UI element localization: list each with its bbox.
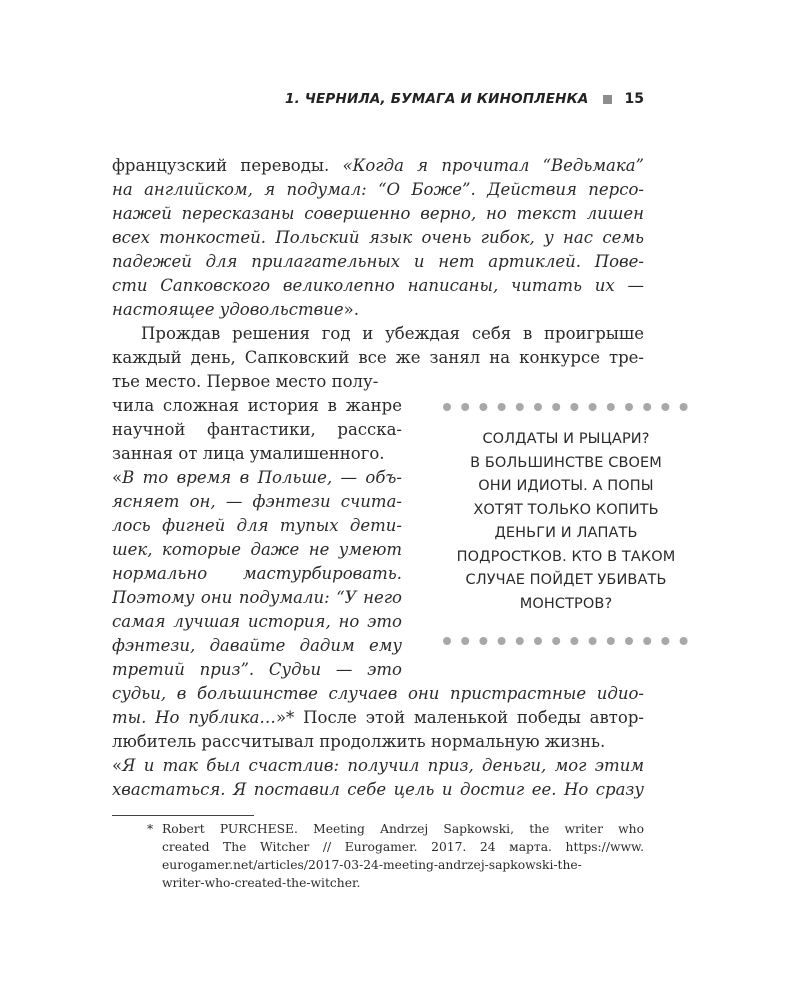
italic-text-run: «Когда я прочитал “Ведьмака” [342, 156, 644, 175]
pull-quote-bottom-dots [442, 636, 690, 646]
italic-text-run: лось фигней для тупых дети- [112, 516, 402, 535]
body-line [112, 202, 644, 226]
italic-text-run: на английском, я подумал: “О Боже”. Действия персо- [112, 180, 644, 199]
body-line [112, 538, 402, 562]
dot-icon [680, 403, 688, 411]
pull-quote-line: ПОДРОСТКОВ. КТО В ТАКОМ [456, 548, 676, 565]
body-line [112, 298, 644, 322]
pull-quote-line: ХОТЯТ ТОЛЬКО КОПИТЬ [473, 501, 659, 518]
dot-icon [607, 403, 615, 411]
body-line [112, 586, 402, 610]
body-line [112, 418, 402, 442]
italic-text-run: ясняет он, — фэнтези счита- [112, 492, 402, 511]
dot-icon [498, 637, 506, 645]
italic-text-run: В то время в Польше, — объ- [122, 468, 402, 487]
text-run: занная от лица умалишенного. [112, 444, 385, 463]
body-line [112, 370, 402, 394]
pull-quote [442, 402, 690, 646]
italic-text-run: судьи, в большинстве случаев они пристрастные идио- [112, 684, 644, 703]
body-line [112, 730, 644, 754]
text-run: тье место. Первое место полу- [112, 372, 379, 391]
dot-icon [443, 637, 451, 645]
body-line [141, 322, 644, 346]
pull-quote-line: ОНИ ИДИОТЫ. А ПОПЫ [478, 478, 654, 494]
body-line [112, 658, 402, 682]
italic-text-run: падежей для прилагательных и нет артиклей. Пове- [112, 252, 644, 271]
pull-quote-text [442, 428, 690, 616]
dot-icon [589, 637, 597, 645]
dot-icon [680, 637, 688, 645]
text-run: ». [343, 300, 359, 319]
page-number: 15 [624, 91, 644, 107]
dot-icon [461, 637, 469, 645]
body-line [112, 154, 644, 178]
text-run: научной фантастики, расска- [112, 420, 402, 439]
pull-quote-line: СОЛДАТЫ И РЫЦАРИ? [482, 431, 650, 447]
dot-icon [661, 637, 669, 645]
dot-icon [625, 637, 633, 645]
dot-icon [643, 403, 651, 411]
pull-quote-line: МОНСТРОВ? [519, 595, 613, 612]
body-line [112, 490, 402, 514]
body-line [112, 226, 644, 250]
body-line [112, 274, 644, 298]
dot-icon [516, 403, 524, 411]
header-square-separator [603, 95, 612, 104]
pull-quote-line: СЛУЧАЕ ПОЙДЕТ УБИВАТЬ [465, 572, 667, 588]
dot-icon [534, 637, 542, 645]
body-line [112, 682, 644, 706]
dot-icon [461, 403, 469, 411]
text-run: « [112, 756, 123, 775]
body-line [112, 706, 644, 730]
footnote-line: eurogamer.net/articles/2017-03-24-meeting-andrzej-sapkowski-the- [162, 858, 582, 872]
italic-text-run: шек, которые даже не умеют [112, 540, 402, 559]
italic-text-run: Поэтому они подумали: “У него [112, 588, 402, 607]
dot-icon [498, 403, 506, 411]
footnote-line: writer-who-created-the-witcher. [162, 876, 361, 890]
dot-icon [443, 403, 451, 411]
dot-icon [589, 403, 597, 411]
text-run: каждый день, Сапковский все же занял на конкурсе тре- [112, 348, 644, 367]
italic-text-run: всех тонкостей. Польский язык очень гибок, у нас семь [112, 228, 644, 247]
body-line [112, 610, 402, 634]
italic-text-run: ты. Но публика… [112, 708, 276, 727]
italic-text-run: сти Сапковского великолепно написаны, читать их — [112, 276, 644, 295]
text-run: любитель рассчитывал продолжить нормальную жизнь. [112, 732, 606, 751]
dot-icon [570, 637, 578, 645]
text-run: Прождав решения год и убеждая себя в проигрыше [141, 324, 644, 343]
italic-text-run: фэнтези, давайте дадим ему [112, 636, 402, 655]
dot-icon [552, 637, 560, 645]
body-line [112, 514, 402, 538]
body-line [112, 394, 402, 418]
dot-icon [552, 403, 560, 411]
body-line [112, 250, 644, 274]
running-header [285, 91, 644, 107]
text-run: чила сложная история в жанре [112, 396, 402, 415]
body-line [112, 562, 402, 586]
dot-icon [516, 637, 524, 645]
italic-text-run: Я и так был счастлив: получил приз, деньги, мог этим [122, 756, 644, 775]
body-line [112, 466, 402, 490]
italic-text-run: хвастаться. Я поставил себе цель и достиг ее. Но сразу [112, 780, 644, 799]
dot-icon [607, 637, 615, 645]
italic-text-run: самая лучшая история, но это [112, 612, 402, 631]
footnote-line: Robert PURCHESE. Meeting Andrzej Sapkowski, the writer who [162, 822, 644, 836]
italic-text-run: нормально мастурбировать. [112, 564, 402, 583]
body-line [112, 778, 644, 802]
italic-text-run: третий приз”. Судьи — это [112, 660, 402, 679]
italic-text-run: нажей пересказаны совершенно верно, но текст лишен [112, 204, 644, 223]
dot-icon [479, 403, 487, 411]
body-line [112, 634, 402, 658]
text-run: французский переводы. [112, 156, 343, 175]
body-line [112, 346, 644, 370]
body-line [112, 754, 644, 778]
dot-icon [570, 403, 578, 411]
text-run: « [112, 468, 123, 487]
dot-icon [661, 403, 669, 411]
footnote-line: created The Witcher // Eurogamer. 2017. 24 марта. https://www. [162, 840, 644, 854]
dot-icon [625, 403, 633, 411]
chapter-title: 1. ЧЕРНИЛА, БУМАГА И КИНОПЛЕНКА [285, 91, 589, 107]
dot-icon [534, 403, 542, 411]
dot-icon [643, 637, 651, 645]
pull-quote-top-dots [442, 402, 690, 412]
footnote-rule [112, 815, 254, 816]
text-run: »* После этой маленькой победы автор- [275, 708, 644, 727]
pull-quote-line: В БОЛЬШИНСТВЕ СВОЕМ [470, 454, 662, 471]
pull-quote-line: ДЕНЬГИ И ЛАПАТЬ [494, 525, 638, 541]
italic-text-run: настоящее удовольствие [112, 300, 344, 319]
footnote-mark: * [147, 822, 154, 836]
body-line [112, 442, 402, 466]
body-line [112, 178, 644, 202]
dot-icon [479, 637, 487, 645]
